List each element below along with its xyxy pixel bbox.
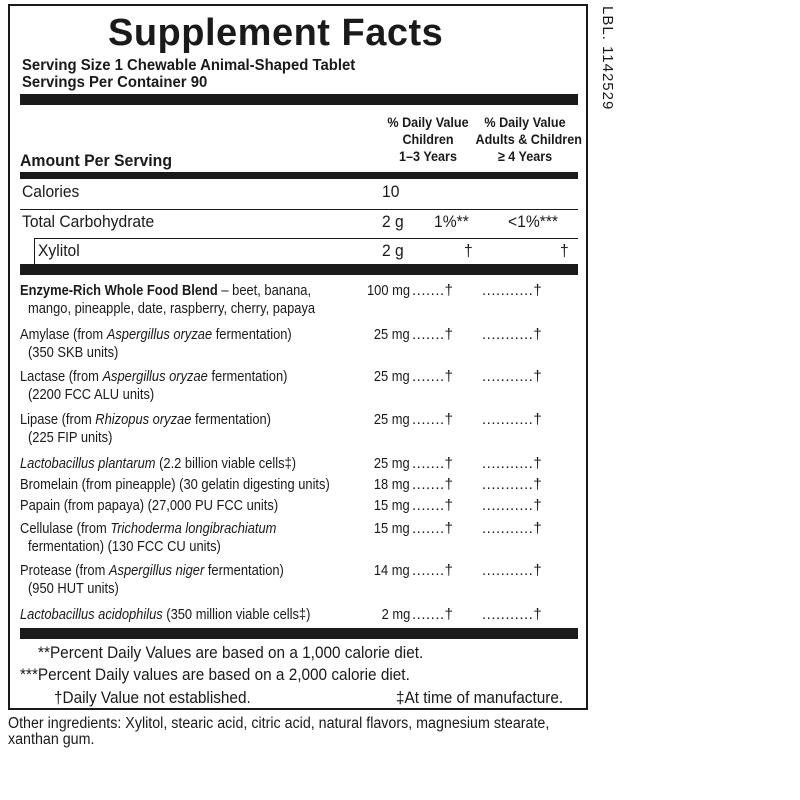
ingredient-text: (350 million viable cells‡) <box>162 606 311 623</box>
ingredient-text-italic: Aspergillus niger <box>108 562 205 579</box>
ingredient-name <box>20 606 310 624</box>
header-children <box>383 114 473 165</box>
nutrient-dv-children: 1%** <box>434 212 469 231</box>
ingredient-dv-adults: ...........† <box>482 562 543 579</box>
other-ingredients: Other ingredients: Xylitol, stearic acid, citric acid, natural flavors, magnesium stearate, xanthan gum. <box>8 715 550 748</box>
ingredient-dv-children: .......† <box>412 497 454 514</box>
ingredient-text: Bromelain (from pineapple) (30 gelatin digesting units) <box>20 476 330 493</box>
thick-divider-top <box>20 94 578 105</box>
ingredient-text: Papain (from papaya) (27,000 PU FCC units) <box>20 497 279 514</box>
ingredient-text: Lipase (from <box>20 411 96 428</box>
nutrient-amount: 10 <box>382 182 400 201</box>
amount-per-serving-header: Amount Per Serving <box>20 151 172 170</box>
nutrient-dv-adults: † <box>560 241 569 260</box>
ingredient-text-italic: Aspergillus oryzae <box>106 326 213 343</box>
thick-divider-mid <box>20 264 578 275</box>
ingredient-dv-adults: ...........† <box>482 368 543 385</box>
ingredient-amount: 25 mg <box>374 326 410 343</box>
ingredient-text-bold: Enzyme-Rich Whole Food Blend <box>20 282 218 299</box>
ingredient-name-continued: (225 FIP units) <box>28 429 113 446</box>
ingredient-text: fermentation) <box>212 326 292 343</box>
xylitol-indent-line <box>34 238 35 264</box>
ingredient-dv-children: .......† <box>412 368 454 385</box>
ingredient-dv-children: .......† <box>412 476 454 493</box>
serving-size: Serving Size 1 Chewable Animal-Shaped Tablet <box>22 57 356 74</box>
ingredient-text-italic: Lactobacillus plantarum <box>20 455 156 472</box>
ingredient-dv-adults: ...........† <box>482 282 543 299</box>
ingredient-text-italic: Trichoderma longibrachiatum <box>110 520 277 537</box>
ingredient-text: fermentation) <box>204 562 284 579</box>
ingredient-dv-adults: ...........† <box>482 520 543 537</box>
ingredient-amount: 14 mg <box>374 562 410 579</box>
servings-per-container: Servings Per Container 90 <box>22 74 208 91</box>
ingredient-dv-adults: ...........† <box>482 497 543 514</box>
ingredient-name <box>20 368 287 386</box>
ingredient-dv-children: .......† <box>412 455 454 472</box>
ingredient-dv-children: .......† <box>412 326 454 343</box>
ingredient-name-continued: (950 HUT units) <box>28 580 119 597</box>
ingredient-name <box>20 497 278 515</box>
label-code: LBL. 1142529 <box>599 6 616 111</box>
nutrient-divider <box>34 238 578 239</box>
ingredient-dv-adults: ...........† <box>482 606 543 623</box>
ingredient-name <box>20 520 276 538</box>
nutrient-name: Calories <box>22 182 80 201</box>
label-code-vertical <box>598 6 618 126</box>
ingredient-amount: 15 mg <box>374 520 410 537</box>
ingredient-name-continued: (350 SKB units) <box>28 344 119 361</box>
ingredient-text: Protease (from <box>20 562 109 579</box>
ingredient-text: Lactase (from <box>20 368 103 385</box>
ingredient-amount: 25 mg <box>374 368 410 385</box>
ingredient-dv-adults: ...........† <box>482 326 543 343</box>
ingredient-amount: 25 mg <box>374 411 410 428</box>
ingredient-amount: 100 mg <box>366 282 410 299</box>
ingredient-name <box>20 562 284 580</box>
ingredient-name <box>20 411 271 429</box>
ingredient-dv-adults: ...........† <box>482 455 543 472</box>
ingredient-text: Amylase (from <box>20 326 107 343</box>
thick-divider-bottom <box>20 628 578 639</box>
ingredient-amount: 25 mg <box>374 455 410 472</box>
header-adults-line2: Adults & Children <box>475 131 582 147</box>
footnote-dagger: †Daily Value not established. <box>54 689 251 707</box>
ingredient-name <box>20 476 330 494</box>
footnote-three-star: ***Percent Daily values are based on a 2,000 calorie diet. <box>20 666 410 684</box>
ingredient-text-italic: Rhizopus oryzae <box>95 411 192 428</box>
header-adults-line3: ≥ 4 Years <box>497 148 553 164</box>
ingredient-name-continued: mango, pineapple, date, raspberry, cherry, papaya <box>28 300 316 317</box>
nutrient-divider <box>20 209 578 210</box>
ingredient-name-continued: fermentation) (130 FCC CU units) <box>28 538 221 555</box>
ingredient-dv-children: .......† <box>412 282 454 299</box>
ingredient-text-italic: Aspergillus oryzae <box>102 368 208 385</box>
ingredient-dv-children: .......† <box>412 520 454 537</box>
supplement-facts-panel <box>8 4 588 710</box>
ingredient-name <box>20 326 292 344</box>
ingredient-name <box>20 455 296 473</box>
header-adults <box>475 114 582 165</box>
nutrient-name: Total Carbohydrate <box>22 212 155 231</box>
ingredient-text: – beet, banana, <box>217 282 312 299</box>
header-children-line2: Children <box>402 131 454 147</box>
nutrient-dv-children: † <box>464 241 473 260</box>
ingredient-dv-children: .......† <box>412 606 454 623</box>
ingredient-text: (2.2 billion viable cells‡) <box>155 455 297 472</box>
ingredient-dv-children: .......† <box>412 411 454 428</box>
ingredient-amount: 18 mg <box>374 476 410 493</box>
ingredient-amount: 15 mg <box>374 497 410 514</box>
ingredient-text: Cellulase (from <box>20 520 111 537</box>
nutrient-name: Xylitol <box>38 241 80 260</box>
ingredient-amount: 2 mg <box>381 606 410 623</box>
panel-title: Supplement Facts <box>108 12 444 54</box>
ingredient-dv-adults: ...........† <box>482 411 543 428</box>
nutrient-dv-adults: <1%*** <box>508 212 559 231</box>
nutrient-amount: 2 g <box>382 241 404 260</box>
ingredient-text-italic: Lactobacillus acidophilus <box>20 606 163 623</box>
footnote-two-star: **Percent Daily Values are based on a 1,000 calorie diet. <box>38 644 424 662</box>
ingredient-name-continued: (2200 FCC ALU units) <box>28 386 155 403</box>
thick-divider-header <box>20 172 578 179</box>
ingredient-text: fermentation) <box>207 368 288 385</box>
header-children-line3: 1–3 Years <box>399 148 457 164</box>
ingredient-name <box>20 282 311 300</box>
ingredient-text: fermentation) <box>191 411 271 428</box>
header-children-line1: % Daily Value <box>387 114 469 130</box>
footnote-double-dagger: ‡At time of manufacture. <box>396 689 564 707</box>
nutrient-amount: 2 g <box>382 212 404 231</box>
ingredient-dv-adults: ...........† <box>482 476 543 493</box>
ingredient-dv-children: .......† <box>412 562 454 579</box>
header-adults-line1: % Daily Value <box>484 114 566 130</box>
